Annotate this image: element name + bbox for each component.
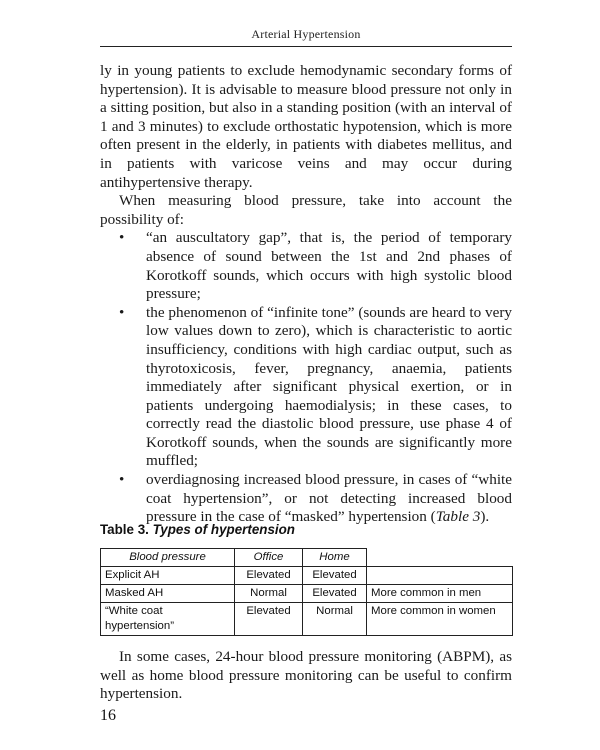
page-number: 16 xyxy=(100,707,116,724)
cell-note: More common in men xyxy=(367,585,513,603)
table-caption xyxy=(100,522,295,537)
cell-note xyxy=(367,567,513,585)
bullet-icon: • xyxy=(119,303,125,321)
paragraph: In some cases, 24-hour blood pressure monitoring (ABPM), as well as home blood pressure monitoring can be useful to confirm hypertension. xyxy=(100,648,512,703)
table-caption-title: Types of hypertension xyxy=(152,522,295,537)
column-header-empty xyxy=(367,549,513,567)
table-row xyxy=(101,585,513,603)
column-header-home: Home xyxy=(303,549,367,567)
list-item-text: overdiagnosing increased blood pressure, in cases of “white coat hypertension”, or not detecting increased blood pressure in the case of “masked” hypertension ( xyxy=(146,471,512,526)
cell-home: Elevated xyxy=(303,567,367,585)
table-caption-label: Table 3. xyxy=(100,522,149,537)
body-text xyxy=(100,62,512,527)
bullet-list xyxy=(100,229,512,527)
cell-office: Elevated xyxy=(235,603,303,636)
column-header-office: Office xyxy=(235,549,303,567)
closing-text xyxy=(100,648,512,704)
list-item xyxy=(100,229,512,303)
header-rule xyxy=(100,46,512,47)
bullet-icon: • xyxy=(119,229,125,247)
table-header-row xyxy=(101,549,513,567)
cell-office: Elevated xyxy=(235,567,303,585)
cell-home: Elevated xyxy=(303,585,367,603)
cell-type: Masked AH xyxy=(101,585,235,603)
table-row xyxy=(101,567,513,585)
paragraph: When measuring blood pressure, take into account the possibility of: xyxy=(100,192,512,228)
list-item-text: “an auscultatory gap”, that is, the period of temporary absence of sound between the 1st and 2nd phases of Korotkoff sounds, which occurs with high systolic blood pressure; xyxy=(146,229,512,303)
cell-type: “White coat hypertension” xyxy=(101,603,235,636)
column-header-bp: Blood pressure xyxy=(101,549,235,567)
table-row xyxy=(101,603,513,636)
cell-type: Explicit AH xyxy=(101,567,235,585)
table-reference: Table 3 xyxy=(435,508,481,526)
list-item xyxy=(100,471,512,527)
list-item-text-end: ). xyxy=(480,508,490,526)
cell-home: Normal xyxy=(303,603,367,636)
cell-note: More common in women xyxy=(367,603,513,636)
hypertension-types-table xyxy=(100,548,513,636)
cell-office: Normal xyxy=(235,585,303,603)
list-item-text: the phenomenon of “infinite tone” (sounds are heard to very low values down to zero), which is characteristic to aortic insufficiency, conditions with high cardiac output, such as thyrotoxicosis, fever, pregnancy, anaemia, patients immediately after significant physical exertion, or in patients undergoing haemodialysis; in these cases, to correctly read the diastolic blood pressure, use phase 4 of Korotkoff sounds, when the sounds are significantly more muffled; xyxy=(146,303,512,470)
running-head: Arterial Hypertension xyxy=(251,27,361,41)
bullet-icon: • xyxy=(119,471,125,489)
paragraph: ly in young patients to exclude hemodynamic secondary forms of hypertension). It is advisable to measure blood pressure not only in a sitting position, but also in a standing position (with an interval of 1 and 3 minutes) to exclude orthostatic hypotension, which is more often present in the elderly, in patients with diabetes mellitus, and in patients with varicose veins and may occur during antihypertensive therapy. xyxy=(100,62,512,191)
list-item xyxy=(100,304,512,471)
